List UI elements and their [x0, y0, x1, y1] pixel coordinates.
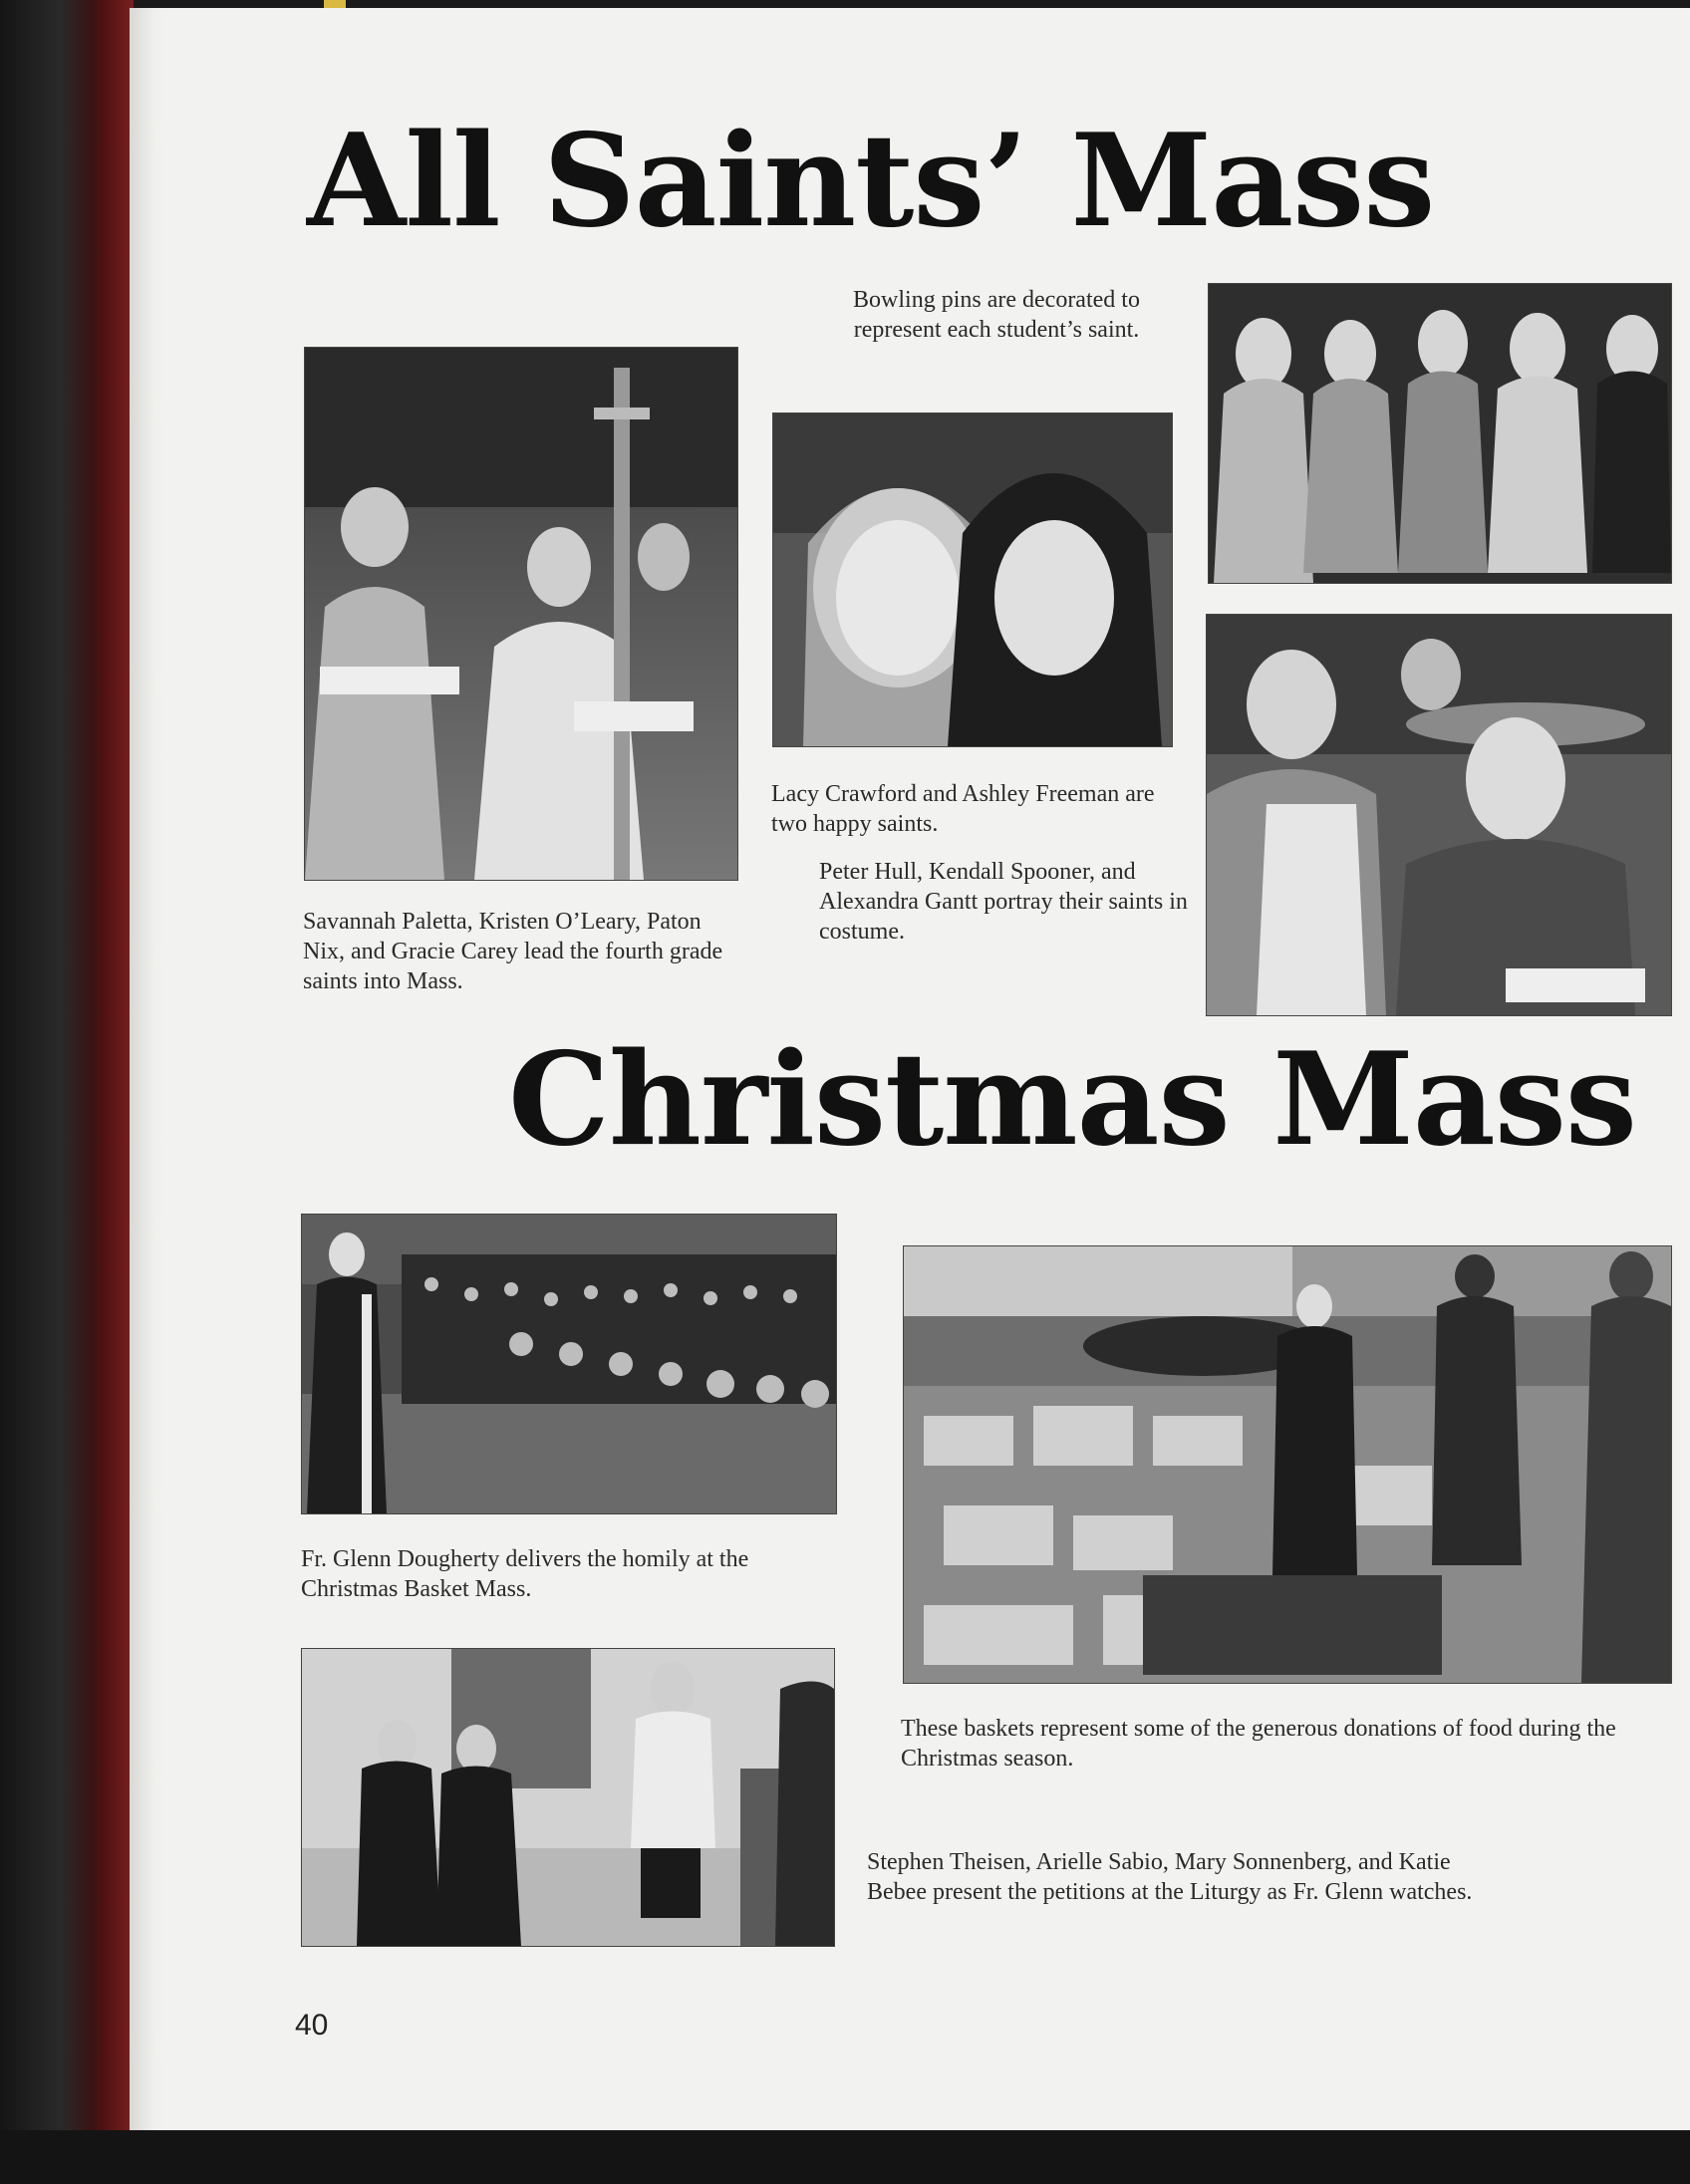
photo-saints-procession — [304, 347, 738, 881]
photo-homily — [301, 1214, 837, 1514]
caption-petitions: Stephen Theisen, Arielle Sabio, Mary Sonnenberg, and Katie Bebee present the petitions at the Liturgy as Fr. Glenn watches. — [867, 1849, 1473, 1905]
all-saints-title: All Saints’ Mass — [307, 107, 1435, 256]
photo-petitions — [301, 1648, 835, 1947]
page-gutter-shadow — [130, 8, 165, 2130]
photo-bowling-pins — [1208, 283, 1672, 584]
christmas-title: Christmas Mass — [508, 1025, 1636, 1175]
page-number: 40 — [295, 2009, 329, 2042]
caption-peter-kendall: Peter Hull, Kendall Spooner, and Alexandra Gantt portray their saints in costume. — [819, 859, 1188, 945]
binding-edge — [100, 0, 134, 2132]
caption-homily: Fr. Glenn Dougherty delivers the homily at the Christmas Basket Mass. — [301, 1546, 749, 1602]
caption-lacy-ashley: Lacy Crawford and Ashley Freeman are two happy saints. — [771, 781, 1155, 837]
caption-savannah: Savannah Paletta, Kristen O’Leary, Paton Nix, and Gracie Carey lead the fourth grade saints into Mass. — [303, 909, 723, 994]
photo-saints-costumes — [1206, 614, 1672, 1016]
book-binding — [0, 0, 110, 2184]
photo-two-happy-saints — [772, 412, 1173, 747]
photo-christmas-baskets — [903, 1245, 1672, 1684]
bottom-edge — [0, 2130, 1690, 2184]
caption-bowling-pins: Bowling pins are decorated to represent each student’s saint. — [853, 287, 1140, 343]
caption-baskets: These baskets represent some of the generous donations of food during the Christmas season. — [901, 1716, 1616, 1772]
